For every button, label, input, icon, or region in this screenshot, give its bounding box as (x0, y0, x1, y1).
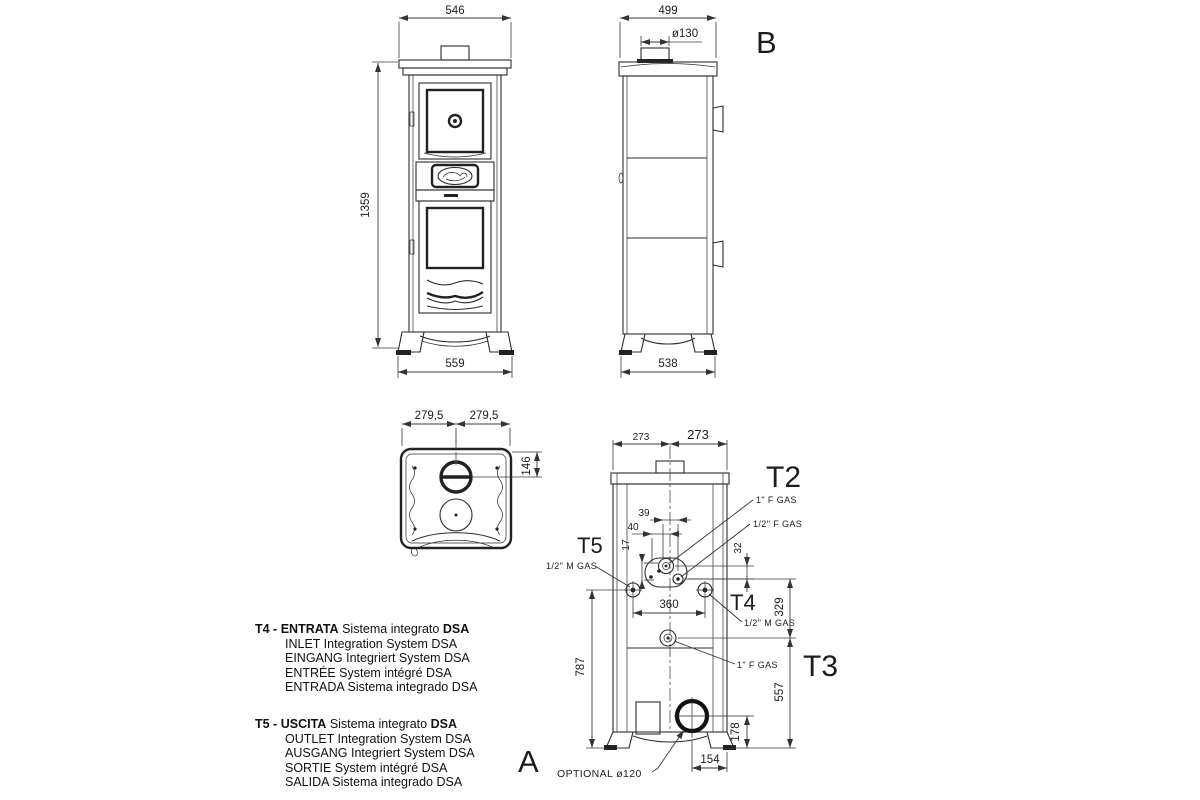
legend-t4-dsa: DSA (442, 622, 470, 636)
top-wavy-right (498, 466, 503, 535)
dim-rear-557: 557 (774, 682, 786, 702)
legend-t4-line-es: ENTRADA Sistema integrado DSA (285, 680, 478, 694)
front-medallion-flame (443, 172, 467, 180)
dim-front-height: 1359 (360, 192, 372, 218)
top-wavy-left (410, 466, 415, 535)
label-optional-outlet: OPTIONAL ø120 (557, 768, 642, 780)
front-foot-right (486, 332, 512, 352)
dim-rear-width-left: 273 (632, 432, 650, 443)
front-foot-left (398, 332, 424, 352)
rear-stove-outline (604, 446, 736, 750)
front-flue-collar (441, 46, 469, 60)
legend-t5-title (255, 717, 515, 732)
legend-t4-entrata (255, 622, 515, 695)
legend-t4-word: ENTRATA (280, 622, 339, 636)
legend-t4-line-fr: ENTRÉE System intégré DSA (285, 665, 452, 680)
label-t4-gas: 1/2" M GAS (744, 618, 796, 628)
dim-front-top-width: 546 (445, 5, 465, 17)
top-stove-outline (401, 430, 511, 556)
rear-view (518, 427, 838, 780)
dim-rear-17: 17 (621, 539, 632, 551)
front-view (360, 5, 514, 378)
dim-rear-178: 178 (730, 722, 742, 742)
label-t4: T4 (730, 590, 756, 615)
rear-rating-plate (636, 702, 660, 734)
dim-rear-32: 32 (733, 542, 744, 554)
dim-rear-329: 329 (774, 597, 786, 617)
dim-top-width-right: 279,5 (469, 410, 499, 422)
top-view (401, 410, 542, 556)
legend-t5-uscita (255, 717, 515, 790)
legend-t4-mid: Sistema integrato (342, 622, 440, 636)
dim-rear-154: 154 (700, 754, 720, 766)
front-handle (444, 194, 458, 197)
view-label-b: B (756, 25, 777, 60)
dim-side-flue-diameter: ø130 (671, 28, 699, 40)
dim-top-width-left: 279,5 (414, 410, 444, 422)
legend-t5-line-de: AUSGANG Integriert System DSA (285, 746, 475, 760)
front-hinge-upper (410, 112, 414, 126)
label-t2: T2 (766, 461, 802, 494)
legend-t4-line-en: INLET Integration System DSA (285, 636, 458, 651)
label-t5: T5 (577, 533, 603, 558)
dim-front-bottom-width: 559 (445, 358, 465, 370)
label-t2-gas2: 1/2" F GAS (753, 519, 803, 529)
dim-rear-360: 360 (659, 599, 679, 611)
side-view (619, 5, 777, 378)
front-stove-outline (396, 46, 514, 355)
dim-rear-39: 39 (638, 508, 650, 519)
label-t5-gas: 1/2" M GAS (546, 561, 598, 571)
front-medallion-plate (432, 165, 478, 187)
legend-t4-line-de: EINGANG Integriert System DSA (285, 651, 470, 665)
dim-rear-40: 40 (627, 522, 639, 533)
legend-t5-line-fr: SORTIE System intégré DSA (285, 760, 448, 775)
legend-t4-code: T4 - (255, 622, 278, 636)
legend-t5-mid: Sistema integrato (329, 717, 428, 731)
side-handle-lower (713, 241, 723, 267)
front-fire-glass (427, 208, 483, 268)
dim-rear-787: 787 (575, 657, 587, 677)
label-t2-gas1: 1" F GAS (756, 495, 797, 505)
legend-t5-line-es: SALIDA Sistema integrado DSA (285, 775, 463, 789)
legend-t4-title (255, 622, 515, 637)
label-t3: T3 (803, 650, 839, 683)
legend-t5-dsa: DSA (430, 717, 457, 731)
dim-side-top-width: 499 (658, 5, 678, 17)
dim-rear-width-right: 273 (687, 427, 709, 442)
side-flue-collar (641, 48, 669, 60)
dim-top-flue-offset: 146 (521, 456, 533, 476)
top-teardrop-detail (411, 549, 417, 556)
legend-t5-word: USCITA (280, 717, 327, 731)
front-hinge-lower (410, 240, 414, 254)
side-handle-upper (713, 106, 723, 132)
dim-side-bottom-width: 538 (658, 358, 678, 370)
side-foot-right (691, 334, 715, 352)
side-stove-outline (619, 48, 723, 355)
legend-t5-line-en: OUTLET Integration System DSA (285, 731, 471, 746)
side-foot-left (621, 334, 645, 352)
legend-t5-code: T5 - (255, 717, 278, 731)
label-t3-gas: 1" F GAS (737, 660, 778, 670)
view-label-a: A (518, 744, 539, 779)
